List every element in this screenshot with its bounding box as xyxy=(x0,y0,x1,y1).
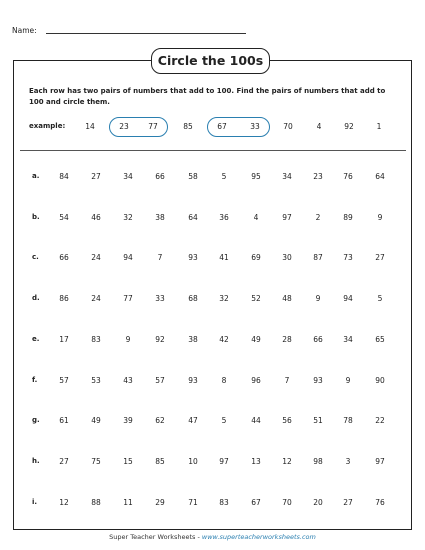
row-number[interactable]: 97 xyxy=(219,456,229,466)
row-number[interactable]: 54 xyxy=(59,212,69,222)
row-number[interactable]: 27 xyxy=(59,456,69,466)
row-number[interactable]: 87 xyxy=(313,253,323,263)
row-number[interactable]: 17 xyxy=(59,334,69,344)
row-number[interactable]: 41 xyxy=(219,253,229,263)
row-number[interactable]: 34 xyxy=(282,172,292,181)
row-number[interactable]: 71 xyxy=(188,497,198,507)
row-number[interactable]: 12 xyxy=(282,456,292,466)
row-number[interactable]: 62 xyxy=(155,416,165,426)
example-number: 70 xyxy=(283,122,293,131)
row-number[interactable]: 9 xyxy=(125,334,131,344)
row-number[interactable]: 5 xyxy=(377,294,383,304)
row-number[interactable]: 58 xyxy=(188,172,198,181)
divider xyxy=(20,150,406,151)
row-number[interactable]: 7 xyxy=(157,253,163,263)
footer xyxy=(0,533,425,541)
row-number[interactable]: 5 xyxy=(221,172,227,181)
row-number[interactable]: 10 xyxy=(188,456,198,466)
example-number: 4 xyxy=(316,122,322,131)
row-number[interactable]: 34 xyxy=(343,334,353,344)
row-number[interactable]: 28 xyxy=(282,334,292,344)
row-number[interactable]: 77 xyxy=(123,294,133,304)
example-pair-oval xyxy=(109,117,168,137)
row-number[interactable]: 2 xyxy=(315,212,321,222)
row-number[interactable]: 46 xyxy=(91,212,101,222)
row-label: e. xyxy=(32,334,40,343)
row-number[interactable]: 9 xyxy=(345,375,351,385)
row-number[interactable]: 76 xyxy=(343,172,353,181)
row-number[interactable]: 13 xyxy=(251,456,261,466)
row-number[interactable]: 30 xyxy=(282,253,292,263)
row-number[interactable]: 49 xyxy=(91,416,101,426)
row-number[interactable]: 73 xyxy=(343,253,353,263)
row-number[interactable]: 52 xyxy=(251,294,261,304)
instructions: Each row has two pairs of numbers that add to 100. Find the pairs of numbers that add to 100 and circle them. xyxy=(29,87,386,106)
example-number: 33 xyxy=(250,122,260,131)
row-number[interactable]: 75 xyxy=(91,456,101,466)
footer-brand: Super Teacher Worksheets - xyxy=(109,533,200,541)
row-number[interactable]: 38 xyxy=(155,212,165,222)
row-number[interactable]: 12 xyxy=(59,497,69,507)
row-number[interactable]: 85 xyxy=(155,456,165,466)
row-label: h. xyxy=(32,456,40,465)
row-number[interactable]: 65 xyxy=(375,334,385,344)
example-number: 92 xyxy=(344,122,354,131)
row-number[interactable]: 48 xyxy=(282,294,292,304)
row-number[interactable]: 95 xyxy=(251,172,261,181)
row-number[interactable]: 66 xyxy=(59,253,69,263)
worksheet-title: Circle the 100s xyxy=(151,48,270,74)
row-label: c. xyxy=(32,253,39,262)
row-number[interactable]: 9 xyxy=(315,294,321,304)
row-number[interactable]: 96 xyxy=(251,375,261,385)
row-number[interactable]: 57 xyxy=(155,375,165,385)
row-number[interactable]: 92 xyxy=(155,334,165,344)
row-number[interactable]: 64 xyxy=(188,212,198,222)
row-number[interactable]: 29 xyxy=(155,497,165,507)
row-label: d. xyxy=(32,294,40,303)
row-number[interactable]: 86 xyxy=(59,294,69,304)
row-number[interactable]: 53 xyxy=(91,375,101,385)
row-number[interactable]: 38 xyxy=(188,334,198,344)
row-number[interactable]: 44 xyxy=(251,416,261,426)
row-number[interactable]: 32 xyxy=(123,212,133,222)
row-number[interactable]: 64 xyxy=(375,172,385,181)
row-label: a. xyxy=(32,172,40,180)
row-number[interactable]: 76 xyxy=(375,497,385,507)
name-line[interactable] xyxy=(46,33,246,34)
row-number[interactable]: 78 xyxy=(343,416,353,426)
row-number[interactable]: 36 xyxy=(219,212,229,222)
row-number[interactable]: 89 xyxy=(343,212,353,222)
row-number[interactable]: 27 xyxy=(343,497,353,507)
row-number[interactable]: 61 xyxy=(59,416,69,426)
row-number[interactable]: 70 xyxy=(282,497,292,507)
row-number[interactable]: 83 xyxy=(219,497,229,507)
row-number[interactable]: 9 xyxy=(377,212,383,222)
row-number[interactable]: 66 xyxy=(155,172,165,181)
row-number[interactable]: 57 xyxy=(59,375,69,385)
example-label: example: xyxy=(29,122,66,130)
row-number[interactable]: 66 xyxy=(313,334,323,344)
row-number[interactable]: 3 xyxy=(345,456,351,466)
row-number[interactable]: 11 xyxy=(123,497,133,507)
row-number[interactable]: 33 xyxy=(155,294,165,304)
footer-url-link[interactable]: www.superteacherworksheets.com xyxy=(201,533,316,541)
row-label: f. xyxy=(32,375,38,384)
row-number[interactable]: 88 xyxy=(91,497,101,507)
row-label: g. xyxy=(32,416,40,425)
row-number[interactable]: 15 xyxy=(123,456,133,466)
row-number[interactable]: 93 xyxy=(313,375,323,385)
row-number[interactable]: 27 xyxy=(91,172,101,181)
row-number[interactable]: 49 xyxy=(251,334,261,344)
row-number[interactable]: 4 xyxy=(253,212,259,222)
row-number[interactable]: 32 xyxy=(219,294,229,304)
row-number[interactable]: 84 xyxy=(59,172,69,181)
row-number[interactable]: 7 xyxy=(284,375,290,385)
row-number[interactable]: 90 xyxy=(375,375,385,385)
row-number[interactable]: 5 xyxy=(221,416,227,426)
row-number[interactable]: 93 xyxy=(188,253,198,263)
row-number[interactable]: 27 xyxy=(375,253,385,263)
example-number: 77 xyxy=(148,122,158,131)
example-number: 14 xyxy=(85,122,95,131)
example-number: 1 xyxy=(376,122,382,131)
row-number[interactable]: 42 xyxy=(219,334,229,344)
row-number[interactable]: 22 xyxy=(375,416,385,426)
example-number: 85 xyxy=(183,122,193,131)
row-number[interactable]: 24 xyxy=(91,253,101,263)
row-number[interactable]: 39 xyxy=(123,416,133,426)
row-label: b. xyxy=(32,212,40,221)
row-number[interactable]: 98 xyxy=(313,456,323,466)
row-label: i. xyxy=(32,497,38,506)
row-number[interactable]: 47 xyxy=(188,416,198,426)
row-number[interactable]: 23 xyxy=(313,172,323,181)
row-number[interactable]: 97 xyxy=(375,456,385,466)
row-number[interactable]: 8 xyxy=(221,375,227,385)
row-number[interactable]: 56 xyxy=(282,416,292,426)
row-number[interactable]: 97 xyxy=(282,212,292,222)
row-number[interactable]: 94 xyxy=(343,294,353,304)
row-number[interactable]: 34 xyxy=(123,172,133,181)
row-number[interactable]: 68 xyxy=(188,294,198,304)
row-number[interactable]: 43 xyxy=(123,375,133,385)
row-number[interactable]: 69 xyxy=(251,253,261,263)
example-number: 67 xyxy=(217,122,227,131)
row-number[interactable]: 20 xyxy=(313,497,323,507)
name-label: Name: xyxy=(12,26,37,35)
example-number: 23 xyxy=(119,122,129,131)
row-number[interactable]: 83 xyxy=(91,334,101,344)
row-number[interactable]: 93 xyxy=(188,375,198,385)
row-number[interactable]: 51 xyxy=(313,416,323,426)
row-number[interactable]: 67 xyxy=(251,497,261,507)
row-number[interactable]: 24 xyxy=(91,294,101,304)
row-number[interactable]: 94 xyxy=(123,253,133,263)
